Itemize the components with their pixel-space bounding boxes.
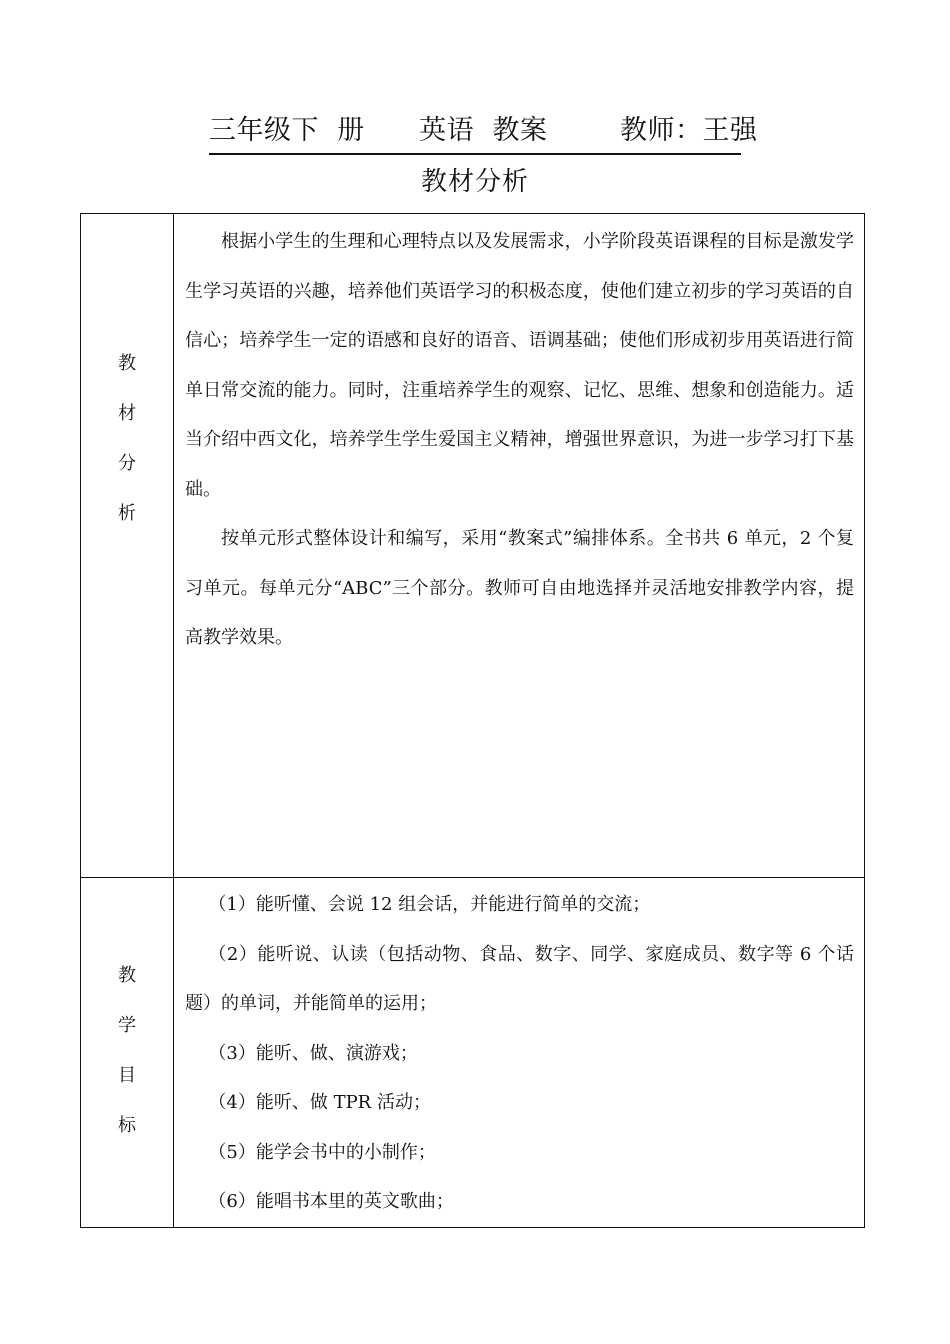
goal-item: （4）能听、做 TPR 活动； [208,1092,431,1113]
goals-label-char: 教 [118,965,136,986]
goal-item: （3）能听、做、演游戏； [208,1042,418,1064]
goals-label-char: 目 [118,1065,136,1086]
goals-label-cell [81,878,174,1228]
goal-item: （2）能听说、认读（包括动物、食品、数字、同学、家庭成员、数字等 6 个话题）的单词，并能简单的运用； [185,943,854,1014]
goals-label-char: 学 [118,1015,136,1036]
goal-item: （5）能学会书中的小制作； [208,1141,436,1163]
section-title: 教材分析 [420,167,529,197]
document-title: 三年级下 册 英语 教案 教师：王强 [209,115,758,146]
analysis-label-char: 分 [118,453,136,474]
analysis-row [81,214,865,878]
analysis-content [174,214,864,663]
analysis-paragraph: 根据小学生的生理和心理特点以及发展需求，小学阶段英语课程的目标是激发学生学习英语的兴趣，培养他们英语学习的积极态度，使他们建立初步的学习英语的自信心；培养学生一定的语感和良好的语音、语调基础；使他们形成初步用英语进行简单日常交流的能力。同时，注重培养学生的观察、记忆、思维、想象和创造能力。适当介绍中西文化，培养学生学生爱国主义精神，增强世界意识，为进一步学习打下基础。 [185,231,854,500]
analysis-label-cell [81,214,174,878]
analysis-label [81,214,173,539]
analysis-label-char: 教 [118,353,136,374]
goals-list [174,878,864,1227]
goal-item: （1）能听懂、会说 12 组会话，并能进行简单的交流； [208,894,651,915]
document-header [209,112,758,150]
goal-item: （6）能唱书本里的英文歌曲； [208,1191,454,1212]
analysis-paragraph: 按单元形式整体设计和编写，采用“教案式”编排体系。全书共 6 单元，2 个复习单元。每单元分“ABC”三个部分。教师可自由地选择并灵活地安排教学内容，提高教学效果。 [185,528,854,648]
goals-label-char: 标 [118,1115,136,1136]
title-underline [209,153,741,155]
lesson-plan-table [80,213,865,1228]
analysis-label-char: 析 [118,503,136,524]
goals-content-cell [174,878,865,1228]
goals-label [81,878,173,1151]
analysis-content-cell [174,214,865,878]
analysis-label-char: 材 [118,403,136,424]
goals-row [81,878,865,1228]
